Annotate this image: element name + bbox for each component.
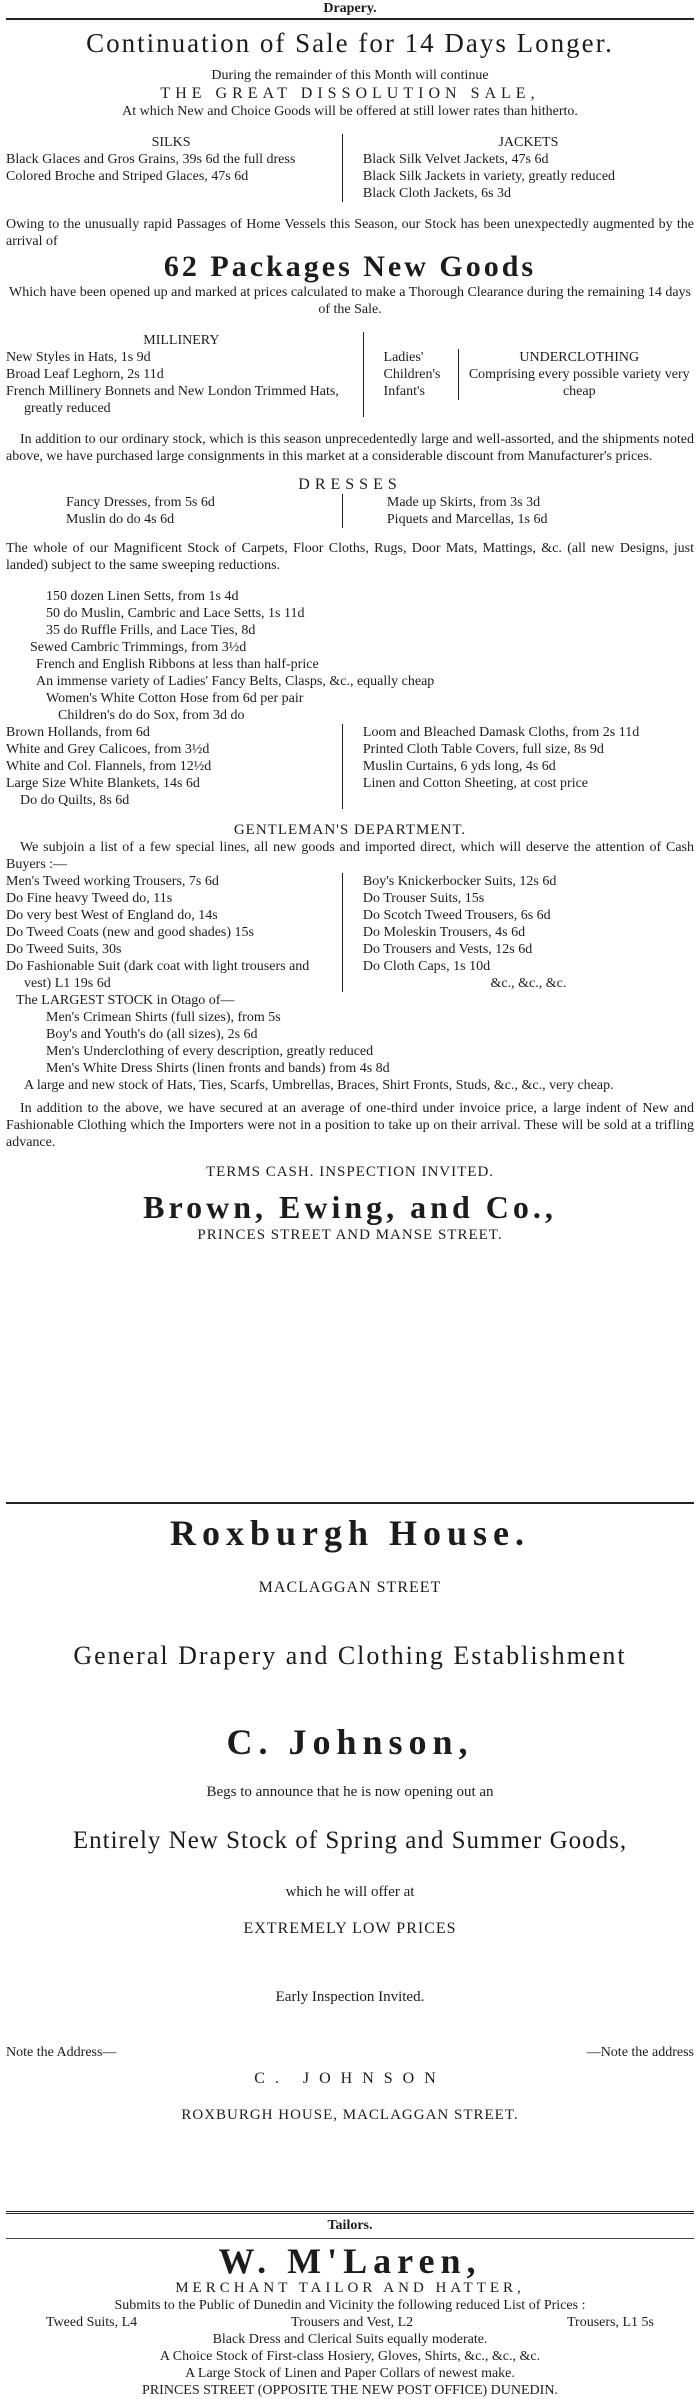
- silks-heading: SILKS: [151, 135, 191, 150]
- household-item: Do do Quilts, 8s 6d: [20, 793, 130, 808]
- dresses-line: Piquets and Marcellas, 1s 6d: [386, 512, 548, 527]
- divider: [6, 1502, 694, 1504]
- underclothing-heading: UNDERCLOTHING: [519, 350, 640, 365]
- jackets-line: Black Cloth Jackets, 6s 3d: [362, 186, 512, 201]
- household-item: Linen and Cotton Sheeting, at cost price: [362, 776, 589, 791]
- gents-item: Do Fashionable Suit (dark coat with light trousers and vest) L1 19s 6d: [6, 959, 310, 991]
- gents-item: Do Trouser Suits, 15s: [362, 891, 485, 906]
- terms-text: TERMS CASH. INSPECTION INVITED.: [205, 1164, 495, 1180]
- price-item: Trousers, L1 5s: [567, 2315, 654, 2330]
- largest-stock-item: A large and new stock of Hats, Ties, Scarfs, Umbrellas, Braces, Shirt Fronts, Studs, &c., &c., very cheap.: [24, 1078, 614, 1093]
- roxburgh-street: MACLAGGAN STREET: [258, 1579, 442, 1596]
- announce-text: Begs to announce that he is now opening out an: [206, 1784, 494, 1800]
- firm-name: Brown, Ewing, and Co.,: [143, 1189, 557, 1225]
- jackets-line: Black Silk Velvet Jackets, 47s 6d: [362, 152, 549, 167]
- linen-item: Children's do do Sox, from 3d do: [58, 708, 245, 723]
- household-item: Printed Cloth Table Covers, full size, 8s 9d: [362, 742, 604, 757]
- gents-item: Men's Tweed working Trousers, 7s 6d: [6, 874, 219, 889]
- gents-right: [357, 873, 694, 992]
- dresses-left: [6, 494, 343, 528]
- household-item: Loom and Bleached Damask Cloths, from 2s 11d: [362, 725, 640, 740]
- silks-line: Colored Broche and Striped Glaces, 47s 6d: [6, 169, 249, 184]
- jackets-line: Black Silk Jackets in variety, greatly reduced: [362, 169, 616, 184]
- packages-title: 62 Packages New Goods: [163, 250, 537, 283]
- mclaren-trade: MERCHANT TAILOR AND HATTER,: [175, 2280, 525, 2296]
- firm-address: PRINCES STREET AND MANSE STREET.: [197, 1227, 503, 1243]
- jackets-heading: JACKETS: [498, 135, 559, 150]
- mclaren-advert: [6, 2243, 694, 2399]
- largest-stock-item: Men's Underclothing of every description, greatly reduced: [46, 1044, 374, 1059]
- dresses-columns: [6, 494, 694, 528]
- linen-item: 150 dozen Linen Setts, from 1s 4d: [46, 589, 239, 604]
- gents-item: Do Scotch Tweed Trousers, 6s 6d: [362, 908, 551, 923]
- establishment-title: General Drapery and Clothing Establishment: [73, 1641, 627, 1670]
- roxburgh-house-advert: [6, 1508, 694, 2208]
- largest-stock-item: Boy's and Youth's do (all sizes), 2s 6d: [46, 1027, 258, 1042]
- price-item: Tweed Suits, L4: [46, 2315, 138, 2330]
- mclaren-address: PRINCES STREET (OPPOSITE THE NEW POST OFFICE) DUNEDIN.: [142, 2383, 558, 2398]
- mclaren-name: W. M'Laren,: [218, 2241, 482, 2281]
- carpets-text: The whole of our Magnificent Stock of Carpets, Floor Cloths, Rugs, Door Mats, Mattings, &c. (all new Designs, just landed) subject to the same sweeping reductions.: [6, 541, 694, 573]
- price-item: Trousers and Vest, L2: [291, 2315, 414, 2330]
- underclothing-body: [459, 349, 694, 400]
- packages-text: Which have been opened up and marked at prices calculated to make a Thorough Clearance during the remaining 14 days of the Sale.: [9, 285, 691, 317]
- johnson-name: C. JOHNSON: [254, 2070, 446, 2087]
- underclothing-labels: [384, 349, 459, 400]
- gents-addition-text: In addition to the above, we have secured at an average of one-third under invoice price, a large indent of New and Fashionable Clothing which the Importers were not in a position to take up on their arrival. These will be sold at a trifling advance.: [6, 1101, 694, 1150]
- roxburgh-address: ROXBURGH HOUSE, MACLAGGAN STREET.: [181, 2107, 519, 2123]
- household-item: Brown Hollands, from 6d: [6, 725, 150, 740]
- jackets-column: [357, 134, 694, 202]
- household-goods-columns: [6, 724, 694, 809]
- largest-stock-list: [6, 992, 694, 1094]
- mclaren-line: Black Dress and Clerical Suits equally moderate.: [212, 2332, 488, 2347]
- intro-line-2: THE GREAT DISSOLUTION SALE,: [160, 85, 540, 102]
- household-item: Large Size White Blankets, 14s 6d: [6, 776, 200, 791]
- household-goods-right: [357, 724, 694, 809]
- household-item: Muslin Curtains, 6 yds long, 4s 6d: [362, 759, 556, 774]
- household-item: White and Col. Flannels, from 12½d: [6, 759, 212, 774]
- proprietor-name: C. Johnson,: [226, 1722, 474, 1762]
- millinery-underclothing-columns: [6, 332, 694, 417]
- mclaren-line: A Large Stock of Linen and Paper Collars of newest make.: [185, 2366, 515, 2381]
- millinery-line: French Millinery Bonnets and New London Trimmed Hats, greatly reduced: [6, 384, 339, 416]
- underclothing-text: Comprising every possible variety very cheap: [468, 367, 690, 399]
- gents-item: Do Moleskin Trousers, 4s 6d: [362, 925, 526, 940]
- arrival-text: Owing to the unusually rapid Passages of Home Vessels this Season, our Stock has been unexpectedly augmented by the arrival of: [6, 217, 694, 249]
- millinery-column: [6, 332, 364, 417]
- offer-text: which he will offer at: [285, 1884, 415, 1900]
- intro-line-1: During the remainder of this Month will continue: [211, 68, 489, 83]
- section-header-tailors: Tailors.: [327, 2218, 373, 2233]
- intro-line-3: At which New and Choice Goods will be offered at still lower rates than hitherto.: [122, 104, 578, 119]
- largest-stock-item: Men's White Dress Shirts (linen fronts and bands) from 4s 8d: [46, 1061, 390, 1076]
- linen-item: An immense variety of Ladies' Fancy Belts, Clasps, &c., equally cheap: [36, 674, 435, 689]
- note-right: —Note the address: [586, 2045, 694, 2060]
- gents-left: [6, 873, 343, 992]
- mclaren-intro: Submits to the Public of Dunedin and Vicinity the following reduced List of Prices :: [114, 2298, 586, 2313]
- gents-item: Do Trousers and Vests, 12s 6d: [362, 942, 533, 957]
- underclothing-label: Infant's: [383, 384, 425, 399]
- linen-item: Women's White Cotton Hose from 6d per pair: [46, 691, 304, 706]
- stock-text: In addition to our ordinary stock, which is this season unprecedentedly large and well-assorted, and the shipments noted above, we have purchased large consignments in this market at a considerable discount from Manufacturer's prices.: [6, 432, 694, 464]
- mclaren-prices: [6, 2314, 694, 2331]
- gents-item: &c., &c., &c.: [490, 976, 567, 991]
- new-stock-title: Entirely New Stock of Spring and Summer Goods,: [72, 1827, 628, 1854]
- gents-item: Do Cloth Caps, 1s 10d: [362, 959, 491, 974]
- household-item: White and Grey Calicoes, from 3½d: [6, 742, 210, 757]
- note-address-row: [6, 2044, 694, 2061]
- silks-jackets-columns: [6, 134, 694, 202]
- note-left: Note the Address—: [6, 2045, 117, 2060]
- gents-item: Do Tweed Coats (new and good shades) 15s: [6, 925, 254, 940]
- gents-item: Boy's Knickerbocker Suits, 12s 6d: [362, 874, 557, 889]
- roxburgh-title: Roxburgh House.: [169, 1513, 531, 1553]
- largest-stock-item: The LARGEST STOCK in Otago of—: [16, 993, 235, 1008]
- underclothing-label: Children's: [383, 367, 441, 382]
- gents-intro: We subjoin a list of a few special lines, all new goods and imported direct, which will deserve the attention of Cash Buyers :—: [6, 840, 694, 872]
- underclothing-column: [378, 332, 694, 417]
- dresses-line: Made up Skirts, from 3s 3d: [386, 495, 541, 510]
- household-goods-left: [6, 724, 343, 809]
- silks-line: Black Glaces and Gros Grains, 39s 6d the full dress: [6, 152, 296, 167]
- millinery-heading: MILLINERY: [143, 333, 220, 348]
- gents-item: Do Tweed Suits, 30s: [6, 942, 122, 957]
- linen-item: Sewed Cambric Trimmings, from 3½d: [30, 640, 247, 655]
- gents-item: Do Fine heavy Tweed do, 11s: [6, 891, 173, 906]
- linen-item: 50 do Muslin, Cambric and Lace Setts, 1s 11d: [46, 606, 305, 621]
- linen-list: [6, 588, 694, 724]
- divider: [6, 2211, 694, 2214]
- section-header-drapery: Drapery.: [6, 0, 694, 20]
- millinery-line: Broad Leaf Leghorn, 2s 11d: [6, 367, 164, 382]
- linen-item: French and English Ribbons at less than half-price: [36, 657, 319, 672]
- silks-column: [6, 134, 343, 202]
- gents-item: Do very best West of England do, 14s: [6, 908, 218, 923]
- largest-stock-item: Men's Crimean Shirts (full sizes), from 5s: [46, 1010, 281, 1025]
- divider: [6, 2238, 694, 2239]
- dresses-right: [357, 494, 694, 528]
- brown-ewing-advert: [6, 20, 694, 1498]
- dresses-line: Muslin do do 4s 6d: [66, 512, 175, 527]
- dresses-line: Fancy Dresses, from 5s 6d: [66, 495, 215, 510]
- gents-columns: [6, 873, 694, 992]
- millinery-line: New Styles in Hats, 1s 9d: [6, 350, 151, 365]
- continuation-title: Continuation of Sale for 14 Days Longer.: [86, 28, 614, 58]
- inspection-text: Early Inspection Invited.: [275, 1989, 425, 2005]
- dresses-heading: DRESSES: [298, 476, 402, 493]
- gents-heading: GENTLEMAN'S DEPARTMENT.: [233, 822, 467, 838]
- mclaren-line: A Choice Stock of First-class Hosiery, Gloves, Shirts, &c., &c., &c.: [159, 2349, 541, 2364]
- low-prices-text: EXTREMELY LOW PRICES: [243, 1920, 457, 1937]
- linen-item: 35 do Ruffle Frills, and Lace Ties, 8d: [46, 623, 256, 638]
- underclothing-label: Ladies': [383, 350, 424, 365]
